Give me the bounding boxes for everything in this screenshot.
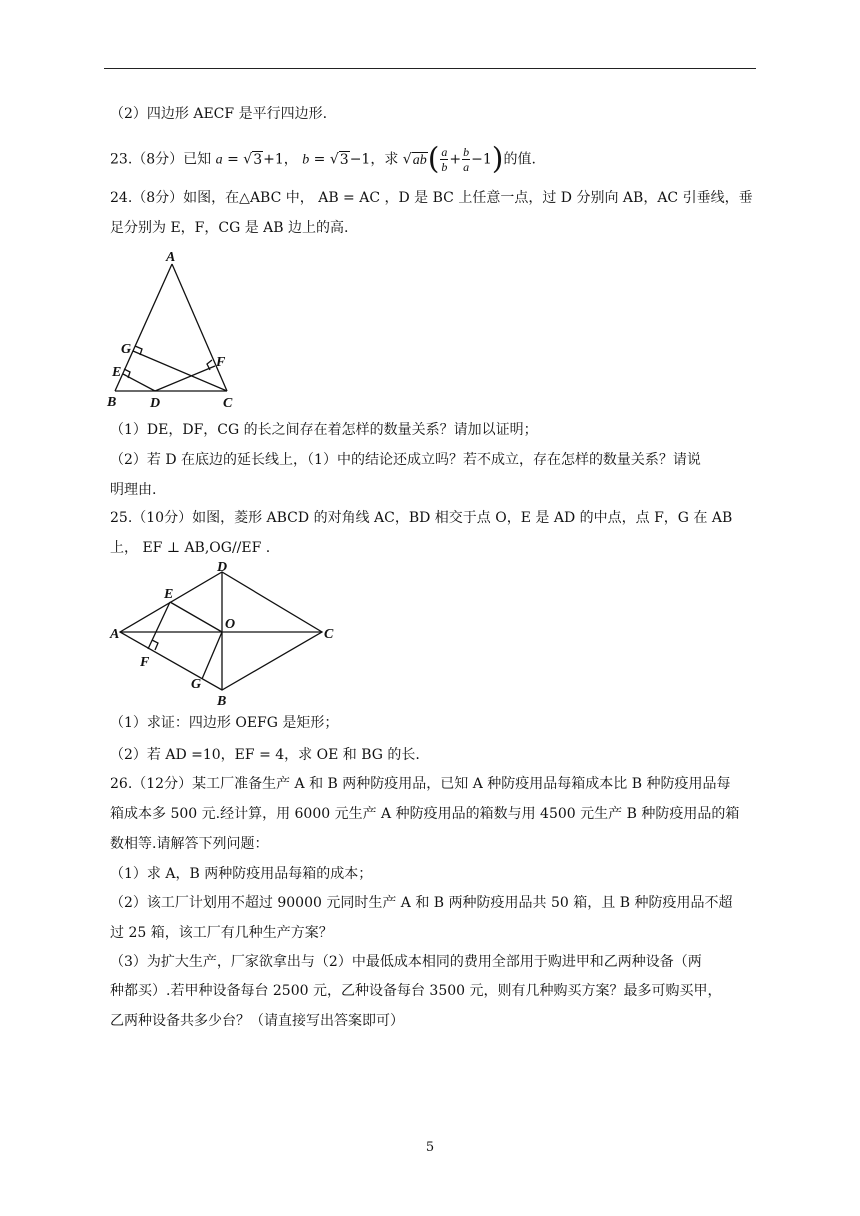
q23-sqrt-ab: ab bbox=[412, 152, 427, 168]
q26-part3-1: （3）为扩大生产，厂家欲拿出与（2）中最低成本相同的费用全部用于购进甲和乙两种设备（两 bbox=[110, 954, 702, 970]
q24-statement-1: 24.（8分）如图，在△ABC 中， AB = AC ，D 是 BC 上任意一点，过 D 分别向 AB，AC 引垂线，垂 bbox=[110, 190, 753, 206]
q23-plus-one: +1， bbox=[263, 151, 298, 168]
q24-part1: （1）DE，DF，CG 的长之间存在着怎样的数量关系？请加以证明； bbox=[110, 422, 538, 438]
q24-part2-2: 明理由. bbox=[110, 482, 157, 498]
q26-part3-2: 种都买）.若甲种设备每台 2500 元，乙种设备每台 3500 元，则有几种购买方案？最多可购买甲， bbox=[110, 983, 722, 999]
q26-statement-1: 26.（12分）某工厂准备生产 A 和 B 两种防疫用品，已知 A 种防疫用品每箱成本比 B 种防疫用品每 bbox=[110, 776, 731, 792]
rh-label-o: O bbox=[225, 617, 236, 632]
q25-part1: （1）求证：四边形 OEFG 是矩形； bbox=[110, 715, 339, 731]
q25-statement-1: 25.（10分）如图，菱形 ABCD 的对角线 AC，BD 相交于点 O，E 是 AD 的中点，点 F，G 在 AB bbox=[110, 510, 733, 526]
tri-label-c: C bbox=[223, 396, 233, 411]
rh-label-d: D bbox=[217, 560, 228, 575]
q23-a: a bbox=[215, 152, 223, 168]
rhombus-figure bbox=[100, 560, 350, 705]
q26-part3-3: 乙两种设备共多少台？（请直接写出答案即可） bbox=[110, 1013, 404, 1029]
tri-label-e: E bbox=[112, 365, 122, 380]
rh-label-b: B bbox=[217, 694, 227, 705]
page-number: 5 bbox=[425, 1140, 435, 1155]
q24-statement-2: 足分别为 E，F，CG 是 AB 边上的高. bbox=[110, 220, 349, 236]
tri-label-d: D bbox=[150, 396, 161, 411]
q23-b: b bbox=[302, 152, 310, 168]
q26-statement-2: 箱成本多 500 元.经计算，用 6000 元生产 A 种防疫用品的箱数与用 4500 元生产 B 种防疫用品的箱 bbox=[110, 806, 740, 822]
rh-label-a: A bbox=[110, 627, 120, 642]
q26-part2-2: 过 25 箱，该工厂有几种生产方案？ bbox=[110, 925, 333, 941]
q23-sqrt-a: 3 bbox=[253, 151, 263, 168]
rh-label-e: E bbox=[164, 587, 174, 602]
q23-prefix: 23.（8分）已知 bbox=[110, 151, 212, 168]
q23-tail: −1 bbox=[471, 151, 492, 168]
q25-statement-2: 上， EF ⊥ AB,OG//EF . bbox=[110, 540, 271, 556]
q24-part2-1: （2）若 D 在底边的延长线上，（1）中的结论还成立吗？若不成立，存在怎样的数量关系？请说 bbox=[110, 452, 701, 468]
q23-sqrt-b: 3 bbox=[339, 151, 349, 168]
q25-part2: （2）若 AD =10，EF = 4，求 OE 和 BG 的长. bbox=[110, 747, 420, 763]
rh-label-f: F bbox=[140, 655, 150, 670]
q23-end: 的值. bbox=[503, 151, 536, 168]
q26-statement-3: 数相等.请解答下列问题： bbox=[110, 836, 269, 852]
q23-minus-one: −1，求 bbox=[349, 151, 399, 168]
q26-part1: （1）求 A，B 两种防疫用品每箱的成本； bbox=[110, 866, 373, 882]
rh-label-c: C bbox=[324, 627, 334, 642]
q23-statement: 23.（8分）已知 a = √3+1， b = √3−1，求 √ab( $\frac{a}{b}$ + $\frac{b}{a}$ −1)的值. bbox=[110, 141, 536, 177]
tri-label-a: A bbox=[166, 250, 176, 265]
q23-frac-ba: $\frac{b}{a}$ bbox=[463, 145, 470, 174]
q22-part2: （2）四边形 AECF 是平行四边形. bbox=[110, 106, 328, 122]
rh-label-g: G bbox=[191, 677, 202, 692]
q23-frac-ab: $\frac{a}{b}$ bbox=[441, 145, 448, 174]
tri-label-b: B bbox=[107, 395, 117, 410]
tri-label-f: F bbox=[216, 355, 226, 370]
q26-part2-1: （2）该工厂计划用不超过 90000 元同时生产 A 和 B 两种防疫用品共 50 箱，且 B 种防疫用品不超 bbox=[110, 895, 733, 911]
tri-label-g: G bbox=[121, 342, 132, 357]
header-rule bbox=[104, 68, 756, 69]
triangle-figure bbox=[100, 246, 250, 416]
